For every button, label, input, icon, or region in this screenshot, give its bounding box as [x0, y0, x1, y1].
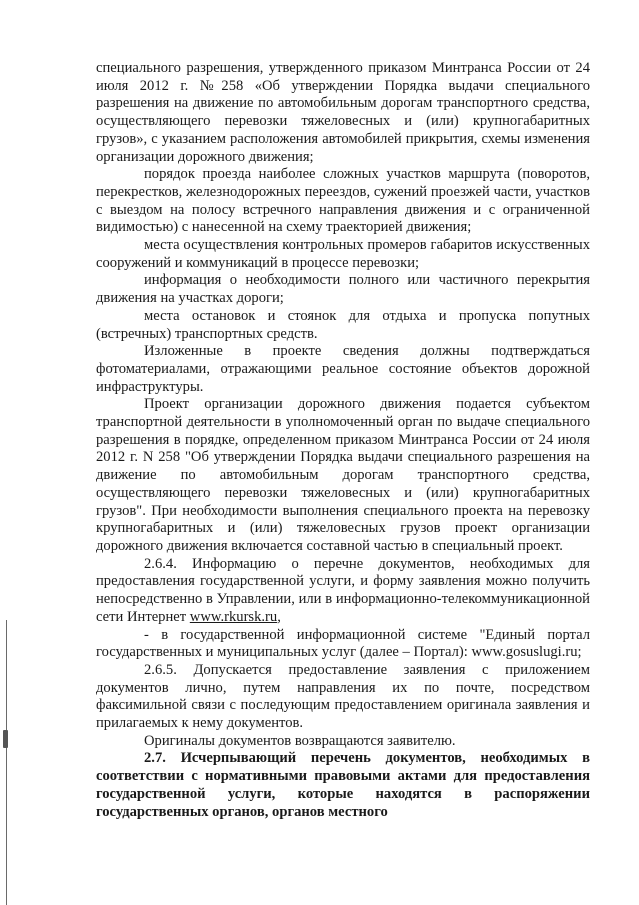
paragraph-continuation: специального разрешения, утвержденного приказом Минтранса России от 24 июля 2012 г. №258 «Об утверждении Порядка выдачи специального разрешения на движение по автомобильным дорогам транспортного средства, осуществляющего перевозки тяжеловесных и (или) крупногабаритных грузов», с указанием расположения автомобилей прикрытия, схемы изменения организации дорожного движения;: [96, 60, 590, 165]
paragraph-2-6-5: 2.6.5. Допускается предоставление заявления с приложением документов лично, путем направления их по почте, посредством факсимильной связи с последующим предоставлением оригинала заявления и прилагаемых к нему документов.: [96, 661, 590, 732]
paragraph-rest-stops: места остановок и стоянок для отдыха и пропуска попутных (встречных) транспортных средств.: [96, 307, 590, 342]
paragraph-originals-returned: Оригиналы документов возвращаются заявителю.: [144, 732, 456, 749]
paragraph-portal: - в государственной информационной системе "Единый портал государственных и муниципальных услуг (далее – Портал): www.gosuslugi.ru;: [96, 626, 590, 661]
scan-edge-line: [6, 620, 7, 905]
section-heading-2-7: 2.7. Исчерпывающий перечень документов, необходимых в соответствии с нормативными правовыми актами для предоставления государственной услуги, которые находятся в распоряжении государственных органов, органов местного: [96, 750, 590, 820]
paragraph-control-points: места осуществления контрольных промеров габаритов искусственных сооружений и коммуникаций в процессе перевозки;: [96, 237, 590, 271]
paragraph-route-order: порядок проезда наиболее сложных участков маршрута (поворотов, перекрестков, железнодорожных переездов, сужений проезжей части, участков с выездом на полосу встречного направления движения и с ограниченной видимостью) с нанесенной на схему траекторией движения;: [96, 166, 590, 236]
paragraph-2-6-4: [96, 556, 590, 627]
paragraph-2-6-4-text: 2.6.4. Информацию о перечне документов, необходимых для предоставления государственной услуги, и форму заявления можно получить непосредственно в Управлении, или в информационно-телекоммуникационной сети Интернет: [96, 555, 590, 625]
document-page: [96, 60, 590, 821]
paragraph-road-closure: информация о необходимости полного или частичного перекрытия движения на участках дороги;: [96, 272, 590, 307]
paragraph-2-6-4-end: ,: [277, 608, 281, 625]
paragraph-project-submission: Проект организации дорожного движения подается субъектом транспортной деятельности в уполномоченный орган по выдаче специального разрешения в порядке, определенном приказом Минтранса России от 24 июля 2012 г. N 258 "Об утверждении Порядка выдачи специального разрешения на движение по автомобильным дорогам транспортного средства, осуществляющего перевозки тяжеловесных и (или) крупногабаритных грузов". При необходимости выполнения специального проекта на перевозку крупногабаритных и (или) тяжеловесных грузов проект организации дорожного движения включается составной частью в специальный проект.: [96, 396, 590, 554]
paragraph-photo-materials: Изложенные в проекте сведения должны подтверждаться фотоматериалами, отражающими реальное состояние объектов дорожной инфраструктуры.: [96, 343, 590, 395]
rkursk-link[interactable]: www.rkursk.ru: [189, 608, 278, 625]
scan-artifact: [3, 730, 8, 748]
